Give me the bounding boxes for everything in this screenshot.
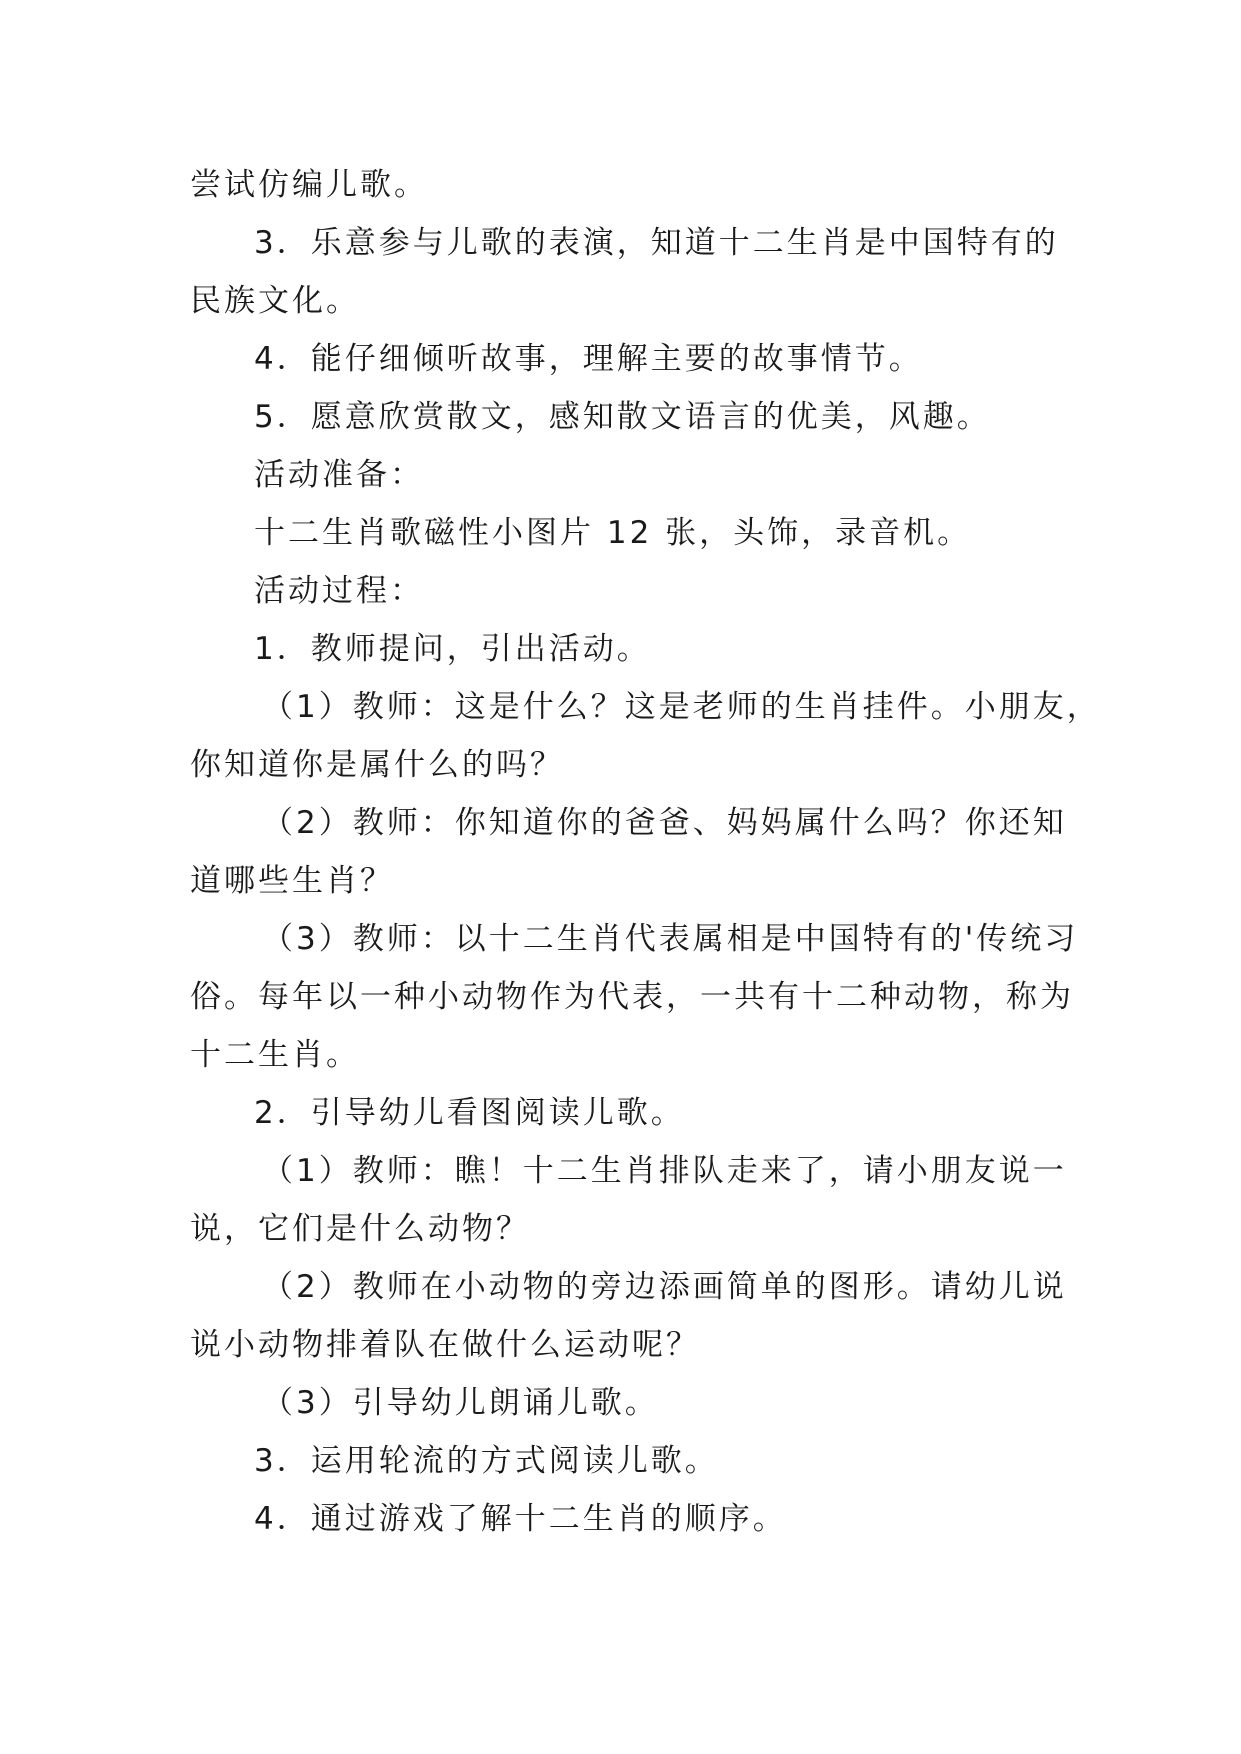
text-line: 尝试仿编儿歌。: [190, 167, 428, 203]
section-heading: 活动过程：: [254, 573, 424, 609]
text-line: 2．引导幼儿看图阅读儿歌。: [254, 1095, 685, 1131]
text-line: （2）教师在小动物的旁边添画简单的图形。请幼儿说: [262, 1269, 1067, 1305]
text-line: 民族文化。: [190, 283, 360, 319]
text-line: 4．能仔细倾听故事，理解主要的故事情节。: [254, 341, 923, 377]
text-line: 俗。每年以一种小动物作为代表，一共有十二种动物，称为: [190, 979, 1074, 1015]
text-line: （1）教师：这是什么？这是老师的生肖挂件。小朋友，: [262, 689, 1101, 725]
text-line: （1）教师：瞧！十二生肖排队走来了，请小朋友说一: [262, 1153, 1067, 1189]
text-line: 道哪些生肖？: [190, 863, 394, 899]
text-line: （3）教师：以十二生肖代表属相是中国特有的'传统习: [262, 921, 1079, 957]
section-heading: 活动准备：: [254, 457, 424, 493]
text-line: 十二生肖歌磁性小图片 12 张，头饰，录音机。: [254, 515, 972, 551]
text-line: 3．乐意参与儿歌的表演，知道十二生肖是中国特有的: [254, 225, 1059, 261]
text-line: 十二生肖。: [190, 1037, 360, 1073]
text-line: 说，它们是什么动物？: [190, 1211, 530, 1247]
text-line: 4．通过游戏了解十二生肖的顺序。: [254, 1501, 787, 1537]
text-line: 5．愿意欣赏散文，感知散文语言的优美，风趣。: [254, 399, 991, 435]
text-line: 你知道你是属什么的吗？: [190, 747, 564, 783]
text-line: 说小动物排着队在做什么运动呢？: [190, 1327, 700, 1363]
text-line: （2）教师：你知道你的爸爸、妈妈属什么吗？你还知: [262, 805, 1067, 841]
text-line: 3．运用轮流的方式阅读儿歌。: [254, 1443, 719, 1479]
text-line: 1．教师提问，引出活动。: [254, 631, 651, 667]
text-line: （3）引导幼儿朗诵儿歌。: [262, 1385, 659, 1421]
